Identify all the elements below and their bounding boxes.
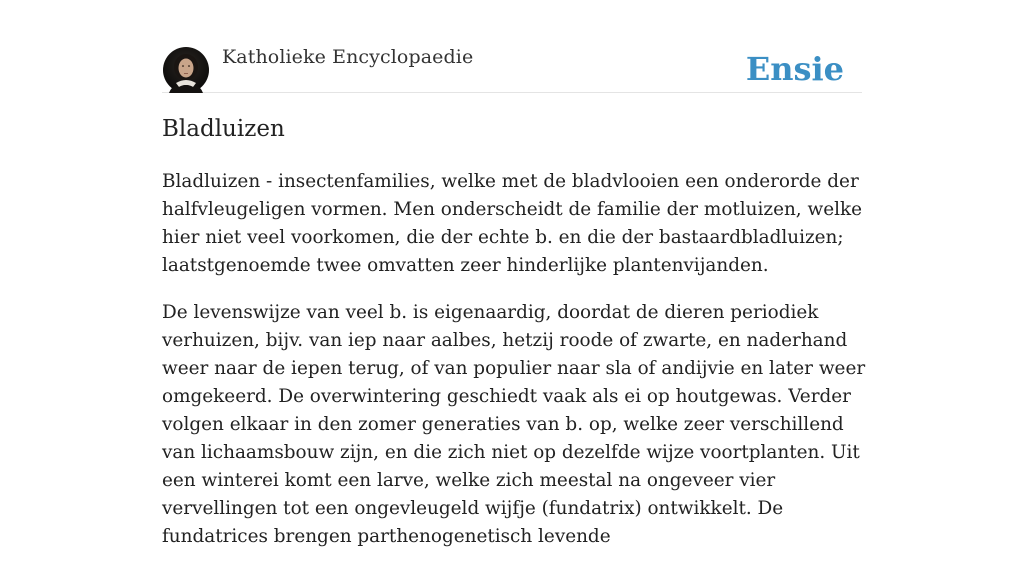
article-paragraph: De levenswijze van veel b. is eigenaardig, doordat de dieren periodiek verhuizen, bijv. van iep naar aalbes, hetzij roode of zwarte, en naderhand weer naar de iepen terug, of van populier naar sla of andijvie en later weer omgekeerd. De overwintering geschiedt vaak als ei op houtgewas. Verder volgen elkaar in den zomer generaties van b. op, welke zeer verschillend van lichaamsbouw zijn, en die zich niet op dezelfde wijze voortplanten. Uit een winterei komt een larve, welke zich meestal na ongeveer vier vervellingen tot een ongevleugeld wijfje (fundatrix) ontwikkelt. De fundatrices brengen parthenogenetisch levende <box>162 302 866 547</box>
source-title[interactable]: Katholieke Encyclopaedie <box>222 46 474 68</box>
header <box>162 0 862 93</box>
article-paragraph: Bladluizen - insectenfamilies, welke met de bladvlooien een onderorde der halfvleugeligen vormen. Men onderscheidt de familie der motluizen, welke hier niet veel voorkomen, die der echte b. en die der bastaardbladluizen; laatstgenoemde twee omvatten zeer hinderlijke plantenvijanden. <box>162 171 863 276</box>
avatar[interactable] <box>163 47 209 93</box>
page-container <box>162 0 866 547</box>
article-title: Bladluizen <box>162 116 285 142</box>
brand-logo[interactable]: Ensie <box>745 50 844 88</box>
article-body <box>162 168 867 570</box>
portrait-avatar-icon <box>163 47 209 93</box>
